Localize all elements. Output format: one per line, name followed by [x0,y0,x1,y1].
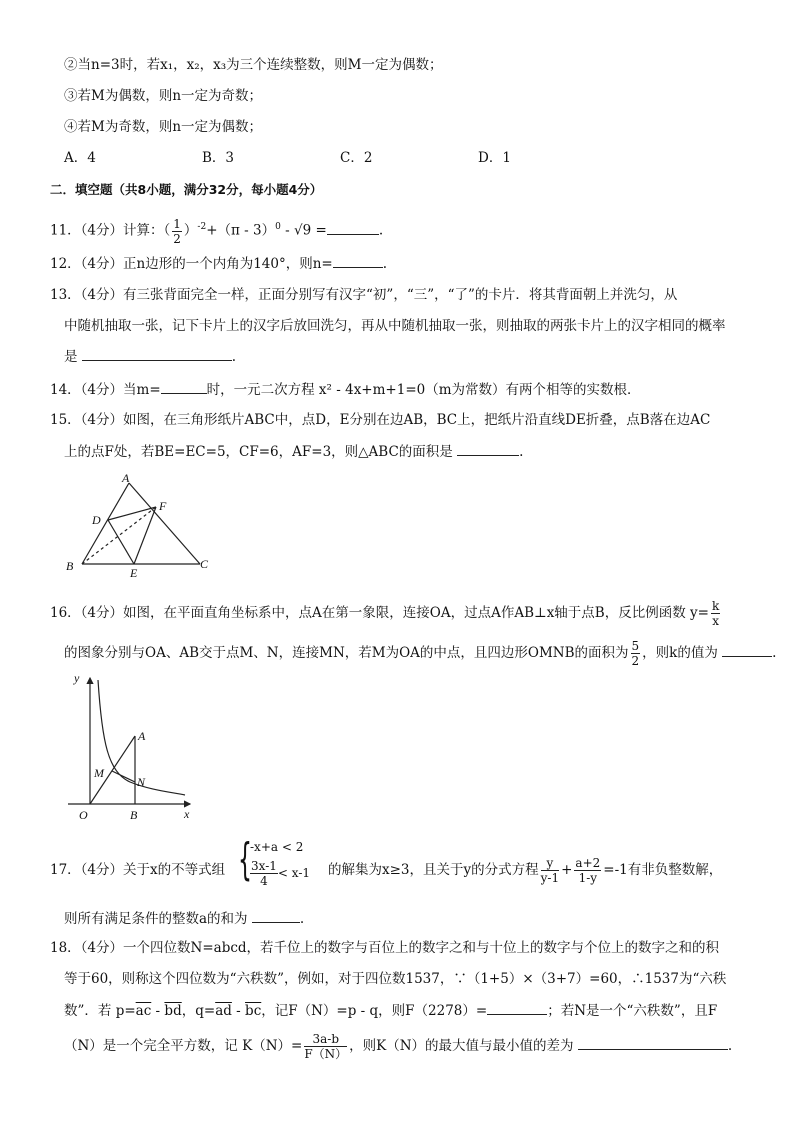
label-o: O [79,808,88,822]
question-12: 12．（4分）正n边形的一个内角为140°，则n= . [50,253,387,274]
question-14: 14．（4分）当m= 时，一元二次方程 x² - 4x+m+1=0（m为常数）有两个相等的实数根． [50,379,641,400]
answer-blank-12[interactable] [333,253,383,268]
option-c: C．2 [340,150,373,166]
answer-blank-15[interactable] [457,441,519,456]
question-15-line2: 上的点F处，若BE=EC=5，CF=6，AF=3，则△ABC的面积是 . [64,441,523,462]
question-13-line2: 中随机抽取一张，记下卡片上的汉字后放回洗匀，再从中随机抽取一张，则抽取的两张卡片上的汉字相同的概率 [64,318,726,334]
label-b: B [66,559,74,573]
question-18-line1: 18．（4分）一个四位数N=abcd，若千位上的数字与百位上的数字之和与十位上的数字与个位上的数字之和的积 [50,940,720,956]
answer-blank-11[interactable] [327,220,379,235]
segment-ac [129,483,200,564]
answer-blank-18b[interactable] [578,1035,728,1050]
answer-blank-13[interactable] [82,346,232,361]
question-13-line1: 13．（4分）有三张背面完全一样，正面分别写有汉字“初”，“三”，“了”的卡片．将其背面朝上并洗匀，从 [50,287,678,303]
label-e: E [130,566,138,580]
label-m: M [94,766,104,780]
segment-mn [112,771,135,782]
label-d: D [92,513,101,527]
question-16-line2: 的图象分别与OA、AB交于点M、N，连接MN，若M为OA的中点，且四边形OMNB的面积为 $\frac{5}{2}$ ，则k的值为 . [64,639,777,668]
q16-fraction: $\frac{5}{2}$ [631,639,640,668]
label-n: N [137,775,146,789]
label-b: B [130,808,138,822]
inequality-1: -x+a < 2 [250,840,304,854]
option-b: B．3 [202,150,235,166]
answer-blank-18a[interactable] [487,1000,547,1015]
label-y: y [74,672,80,685]
answer-blank-17[interactable] [252,908,300,923]
question-18-line4: （N）是一个完全平方数，记 K（N）= $\frac{3a-b}{F(N)}$ ，则K（N）的最大值与最小值的差为 . [64,1032,733,1061]
question-16-line1: 16．（4分）如图，在平面直角坐标系中，点A在第一象限，连接OA，过点A作AB⊥x轴于点B，反比例函数 y= $\frac{k}{x}$ [50,599,720,628]
options-row [64,148,616,168]
question-15-line1: 15．（4分）如图，在三角形纸片ABC中，点D，E分别在边AB，BC上，把纸片沿直线DE折叠，点B落在边AC [50,412,711,428]
question-17-line2: 则所有满足条件的整数a的和为 . [64,908,304,929]
option-a: A．4 [64,150,96,166]
inequality-2: $\frac{3x-1}{4}$ < x-1 [251,859,311,888]
label-c: C [200,557,209,571]
label-f: F [159,499,167,513]
label-a: A [138,729,146,743]
segment-ab [82,483,129,564]
answer-blank-16[interactable] [722,642,772,657]
label-x: x [184,807,190,821]
question-13-line3: 是 . [64,346,236,367]
question-18-line2: 等于60，则称这个四位数为“六秩数”，例如，对于四位数1537，∵（1+5）×（3+7）=60，∴1537为“六秩 [64,971,727,987]
question-17-pre: 17．（4分）关于x的不等式组 [50,862,226,878]
system-brace: { [238,834,252,885]
section-heading: 二．填空题（共8小题，满分32分，每小题4分） [50,182,323,197]
statement-3: ③若M为偶数，则n一定为奇数； [64,88,263,104]
statement-4: ④若M为奇数，则n一定为偶数； [64,119,263,135]
answer-blank-14[interactable] [161,379,207,394]
label-a: A [122,471,130,485]
option-d: D．1 [478,150,511,166]
q11-fraction: $\frac{1}{2}$ [173,216,181,246]
question-11: 11．（4分）计算：（ $\frac{1}{2}$ ）$^{-2}$+（π - 3）$^0$ - √9 = . [50,216,384,246]
coordinate-figure [60,672,200,827]
statement-2: ②当n=3时，若x₁，x₂，x₃为三个连续整数，则M一定为偶数； [64,57,443,73]
question-17-rest: 的解集为x≥3，且关于y的分式方程 $\frac{y}{y-1}$ + $\frac{a+2}{1-y}$ =-1有非负整数解， [328,856,723,885]
triangle-figure [60,470,220,580]
question-18-line3: 数”．若 $p=\overline{ac} - \overline{bd}$，$q=\overline{ad} - \overline{bc}$，记F（N）=p - q，则F（2278）= ；若N是一个“六秩数”，且F [64,1000,717,1021]
segment-df [108,507,156,520]
